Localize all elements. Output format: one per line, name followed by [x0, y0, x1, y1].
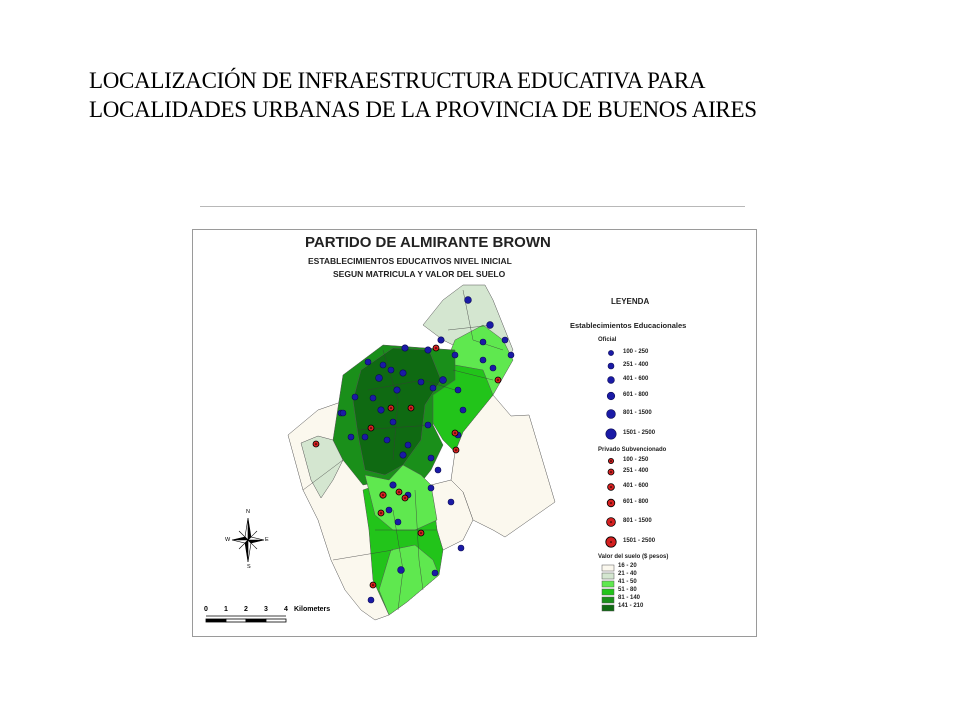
map-frame [192, 229, 757, 637]
map-title: PARTIDO DE ALMIRANTE BROWN [305, 234, 551, 251]
legend-subheading: Establecimientos Educacionales [570, 321, 687, 330]
map-drawing [193, 230, 756, 636]
legend-privado-class: 251 - 400 [623, 468, 649, 474]
south-label: S [247, 564, 251, 570]
slide-title-line1: LOCALIZACIÓN DE INFRAESTRUCTURA EDUCATIVA PARA [89, 68, 706, 93]
legend-privado-class: 1501 - 2500 [623, 538, 656, 544]
legend-oficial-label: Oficial [598, 337, 617, 343]
legend-suelo-label: Valor del suelo ($ pesos) [598, 554, 669, 560]
legend-suelo-class: 16 - 20 [618, 563, 637, 569]
legend-suelo-swatches [602, 565, 614, 611]
legend-privado-class: 401 - 600 [623, 483, 649, 489]
legend-suelo-class: 51 - 80 [618, 587, 637, 593]
scale-tick: 3 [264, 606, 268, 613]
slide-title-line2: LOCALIDADES URBANAS DE LA PROVINCIA DE BUENOS AIRES [89, 97, 757, 122]
divider-line [200, 206, 745, 207]
north-arrow-icon [232, 518, 264, 562]
east-label: E [265, 537, 269, 543]
legend-suelo-class: 41 - 50 [618, 579, 637, 585]
scale-unit: Kilometers [294, 606, 331, 613]
legend-suelo-class: 141 - 210 [618, 603, 644, 609]
legend-oficial-class: 801 - 1500 [623, 410, 652, 416]
scale-tick: 0 [204, 606, 208, 613]
west-label: W [225, 537, 231, 543]
scale-bar-graphic [206, 616, 286, 622]
legend-privado-class: 100 - 250 [623, 457, 649, 463]
legend-oficial-class: 1501 - 2500 [623, 430, 656, 436]
scale-tick: 2 [244, 606, 248, 613]
scale-tick: 1 [224, 606, 228, 613]
legend-oficial-class: 251 - 400 [623, 362, 649, 368]
legend-privado-label: Privado Subvencionado [598, 447, 667, 453]
legend-privado-class: 601 - 800 [623, 499, 649, 505]
map-subtitle-line1: ESTABLECIMIENTOS EDUCATIVOS NIVEL INICIAL [308, 256, 512, 266]
slide-title [89, 66, 909, 124]
legend-heading: LEYENDA [611, 297, 650, 306]
legend-suelo-class: 81 - 140 [618, 595, 641, 601]
legend-oficial-symbols [606, 350, 616, 439]
legend-suelo-class: 21 - 40 [618, 571, 637, 577]
legend-privado-class: 801 - 1500 [623, 518, 652, 524]
legend-oficial-class: 100 - 250 [623, 349, 649, 355]
north-label: N [246, 509, 250, 515]
land-value-zones [288, 285, 555, 620]
legend-oficial-class: 601 - 800 [623, 392, 649, 398]
scale-tick: 4 [284, 606, 288, 613]
legend-oficial-class: 401 - 600 [623, 376, 649, 382]
map-subtitle-line2: SEGUN MATRICULA Y VALOR DEL SUELO [333, 269, 506, 279]
